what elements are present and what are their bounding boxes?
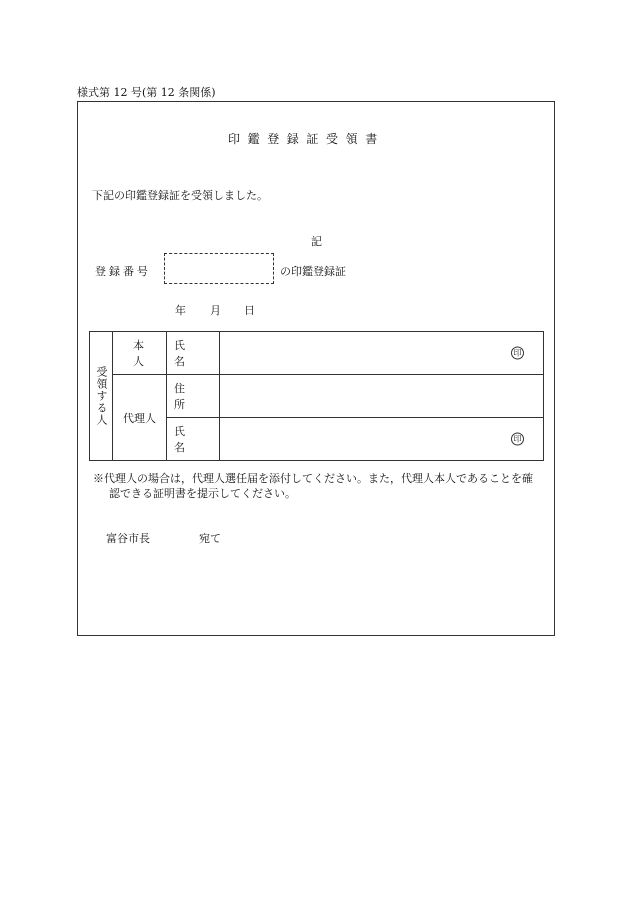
registration-suffix: の印鑑登録証: [280, 265, 346, 278]
note-line-1: ※代理人の場合は，代理人選任届を添付してください。また，代理人本人であることを確: [93, 472, 533, 485]
registration-number-label: 登録番号: [95, 265, 151, 278]
addressee-suffix: 宛て: [199, 532, 221, 545]
registration-number-box[interactable]: [164, 253, 274, 284]
principal-name-label: 氏名: [174, 339, 203, 368]
principal-name-field[interactable]: [220, 332, 544, 375]
seal-icon: 印: [511, 347, 524, 360]
ki-label: 記: [311, 235, 322, 248]
agent-name-field[interactable]: [220, 418, 544, 461]
agent-address-label: 住所: [174, 382, 203, 411]
intro-text: 下記の印鑑登録証を受領しました。: [92, 189, 268, 202]
agent-address-field[interactable]: [220, 375, 544, 418]
note-line-2: 認できる証明書を提示してください。: [109, 487, 296, 500]
principal-label: 本 人: [113, 332, 167, 375]
agent-address-label-cell: [167, 375, 220, 418]
agent-name-label: 氏名: [174, 425, 203, 454]
receiver-table: [89, 331, 544, 461]
date-year-label: 年: [175, 304, 186, 317]
seal-icon: 印: [511, 433, 524, 446]
receiver-header: 受領する人: [90, 332, 113, 461]
agent-label: 代理人: [113, 375, 167, 461]
agent-name-label-cell: [167, 418, 220, 461]
form-number: 様式第 12 号(第 12 条関係): [77, 86, 216, 99]
addressee-name: 富谷市長: [106, 532, 150, 545]
date-day-label: 日: [244, 304, 255, 317]
principal-name-label-cell: [167, 332, 220, 375]
date-month-label: 月: [210, 304, 221, 317]
document-title: 印鑑登録証受領書: [228, 132, 385, 146]
